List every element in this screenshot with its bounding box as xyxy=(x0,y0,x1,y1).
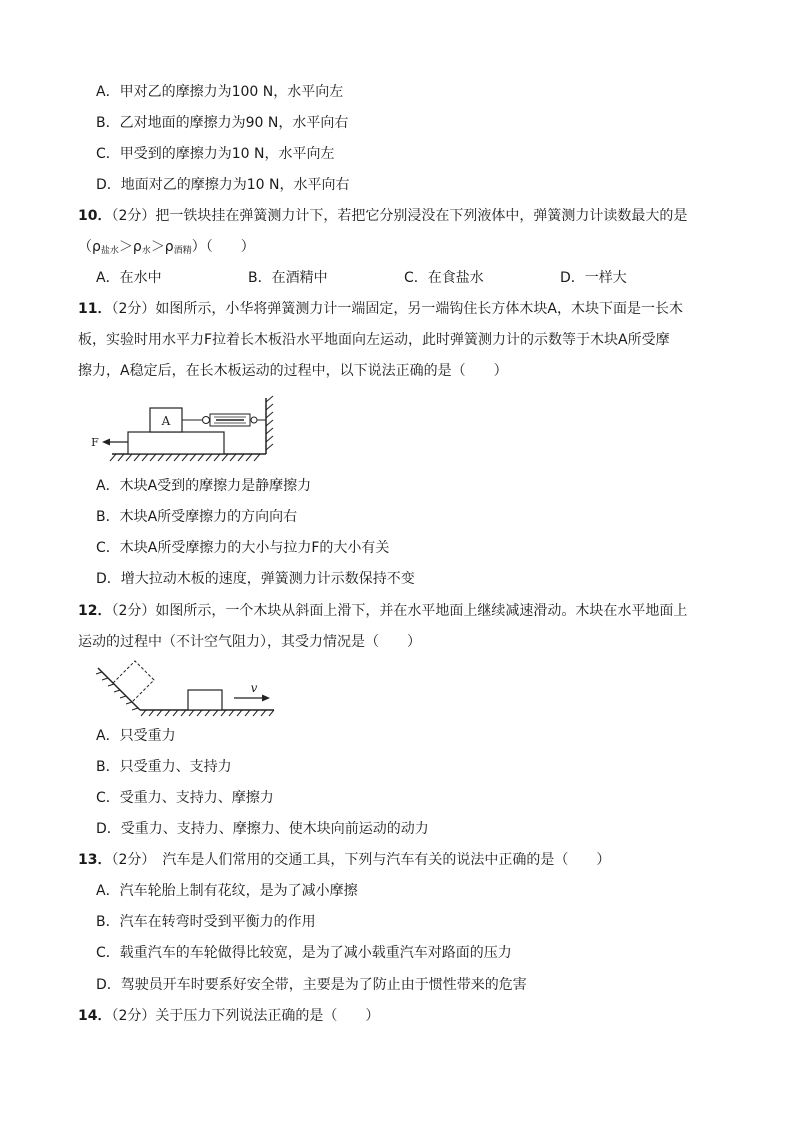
q11-option-b: B．木块A所受摩擦力的方向向右 xyxy=(96,509,298,525)
q13-option-b: B．汽车在转弯时受到平衡力的作用 xyxy=(96,914,316,930)
q12-number: 12． xyxy=(78,603,112,619)
q10-cond-sub-alcohol: 酒精 xyxy=(173,246,192,256)
q10-condition xyxy=(78,237,255,261)
q11-score: （2分） xyxy=(111,301,156,317)
q10-number: 10． xyxy=(78,208,112,224)
q11-option-d: D．增大拉动木板的速度，弹簧测力计示数保持不变 xyxy=(96,571,415,587)
long-board xyxy=(128,432,224,454)
q11-stem-text-1: 如图所示，小华将弹簧测力计一端固定，另一端钩住长方体木块A，木块下面是一长木 xyxy=(155,301,683,317)
q12-stem-line-2: 运动的过程中（不计空气阻力），其受力情况是（ ） xyxy=(78,634,421,650)
q9-option-b: B．乙对地面的摩擦力为90 N，水平向右 xyxy=(96,115,349,131)
wall-hatching xyxy=(266,396,273,450)
q10-stem-text: 把一铁块挂在弹簧测力计下，若把它分别浸没在下列液体中，弹簧测力计读数最大的是 xyxy=(155,208,688,224)
ground-hatching xyxy=(141,710,274,716)
q10-option-d: D．一样大 xyxy=(560,270,627,286)
q10-option-a: A．在水中 xyxy=(96,270,162,286)
q10-cond-gt2: ＞ρ xyxy=(150,239,174,255)
q12-option-c: C．受重力、支持力、摩擦力 xyxy=(96,790,274,806)
ground-hatching xyxy=(110,454,260,461)
block-a-label: A xyxy=(161,414,171,428)
q9-option-c: C．甲受到的摩擦力为10 N，水平向左 xyxy=(96,146,335,162)
q10-cond-close: ）（ ） xyxy=(191,239,255,255)
q12-option-d: D．受重力、支持力、摩擦力、使木块向前运动的动力 xyxy=(96,821,429,837)
scale-ring xyxy=(251,417,257,423)
block-on-ground xyxy=(188,690,222,710)
block-on-incline xyxy=(113,661,154,702)
q12-option-b: B．只受重力、支持力 xyxy=(96,759,232,775)
q11-option-c: C．木块A所受摩擦力的大小与拉力F的大小有关 xyxy=(96,540,390,556)
q14-stem-text: 关于压力下列说法正确的是（ ） xyxy=(155,1008,380,1024)
q12-option-a: A．只受重力 xyxy=(96,728,176,744)
q13-score: （2分） xyxy=(111,852,149,868)
q12-stem-text-1: 如图所示，一个木块从斜面上滑下，并在水平地面上继续减速滑动。木块在水平地面上 xyxy=(155,603,688,619)
q12-stem-line-1 xyxy=(78,601,687,621)
q9-option-a: A．甲对乙的摩擦力为100 N，水平向左 xyxy=(96,84,344,100)
q10-cond-gt1: ＞ρ xyxy=(118,239,142,255)
q11-stem-line-3: 擦力，A稳定后，在长木板运动的过程中，以下说法正确的是（ ） xyxy=(78,363,508,379)
q13-option-d: D．驾驶员开车时要系好安全带，主要是为了防止由于惯性带来的危害 xyxy=(96,977,527,993)
incline-hatching xyxy=(96,672,138,710)
q14-score: （2分） xyxy=(111,1008,156,1024)
q10-cond-sub-brine: 盐水 xyxy=(100,246,119,256)
q10-cond-sub-water: 水 xyxy=(141,246,151,256)
q9-option-d: D．地面对乙的摩擦力为10 N，水平向右 xyxy=(96,177,350,193)
q12-score: （2分） xyxy=(111,603,156,619)
q13-stem-text: 汽车是人们常用的交通工具，下列与汽车有关的说法中正确的是（ ） xyxy=(148,852,611,868)
q13-option-a: A．汽车轮胎上制有花纹，是为了减小摩擦 xyxy=(96,883,358,899)
q10-stem xyxy=(78,206,687,226)
q13-stem xyxy=(78,850,610,870)
q14-stem xyxy=(78,1006,379,1026)
q11-stem-line-2: 板，实验时用水平力F拉着长木板沿水平地面向左运动，此时弹簧测力计的示数等于木块A所受摩 xyxy=(78,332,670,348)
q13-option-c: C．载重汽车的车轮做得比较宽，是为了减小载重汽车对路面的压力 xyxy=(96,945,512,961)
q10-option-b: B．在酒精中 xyxy=(248,270,328,286)
force-label: F xyxy=(91,436,99,449)
force-arrowhead xyxy=(102,439,110,446)
q10-cond-open: （ρ xyxy=(78,239,101,255)
q10-option-c: C．在食盐水 xyxy=(404,270,484,286)
q11-figure xyxy=(90,396,280,466)
q14-number: 14． xyxy=(78,1008,112,1024)
q13-number: 13． xyxy=(78,852,112,868)
q11-option-a: A．木块A受到的摩擦力是静摩擦力 xyxy=(96,478,312,494)
q11-stem-line-1 xyxy=(78,299,683,319)
scale-hook xyxy=(203,417,210,424)
velocity-arrowhead xyxy=(262,695,270,702)
q11-number: 11． xyxy=(78,301,112,317)
velocity-label: v xyxy=(250,681,258,695)
q12-figure xyxy=(94,660,284,720)
q10-score: （2分） xyxy=(111,208,156,224)
q10-options xyxy=(0,268,794,288)
